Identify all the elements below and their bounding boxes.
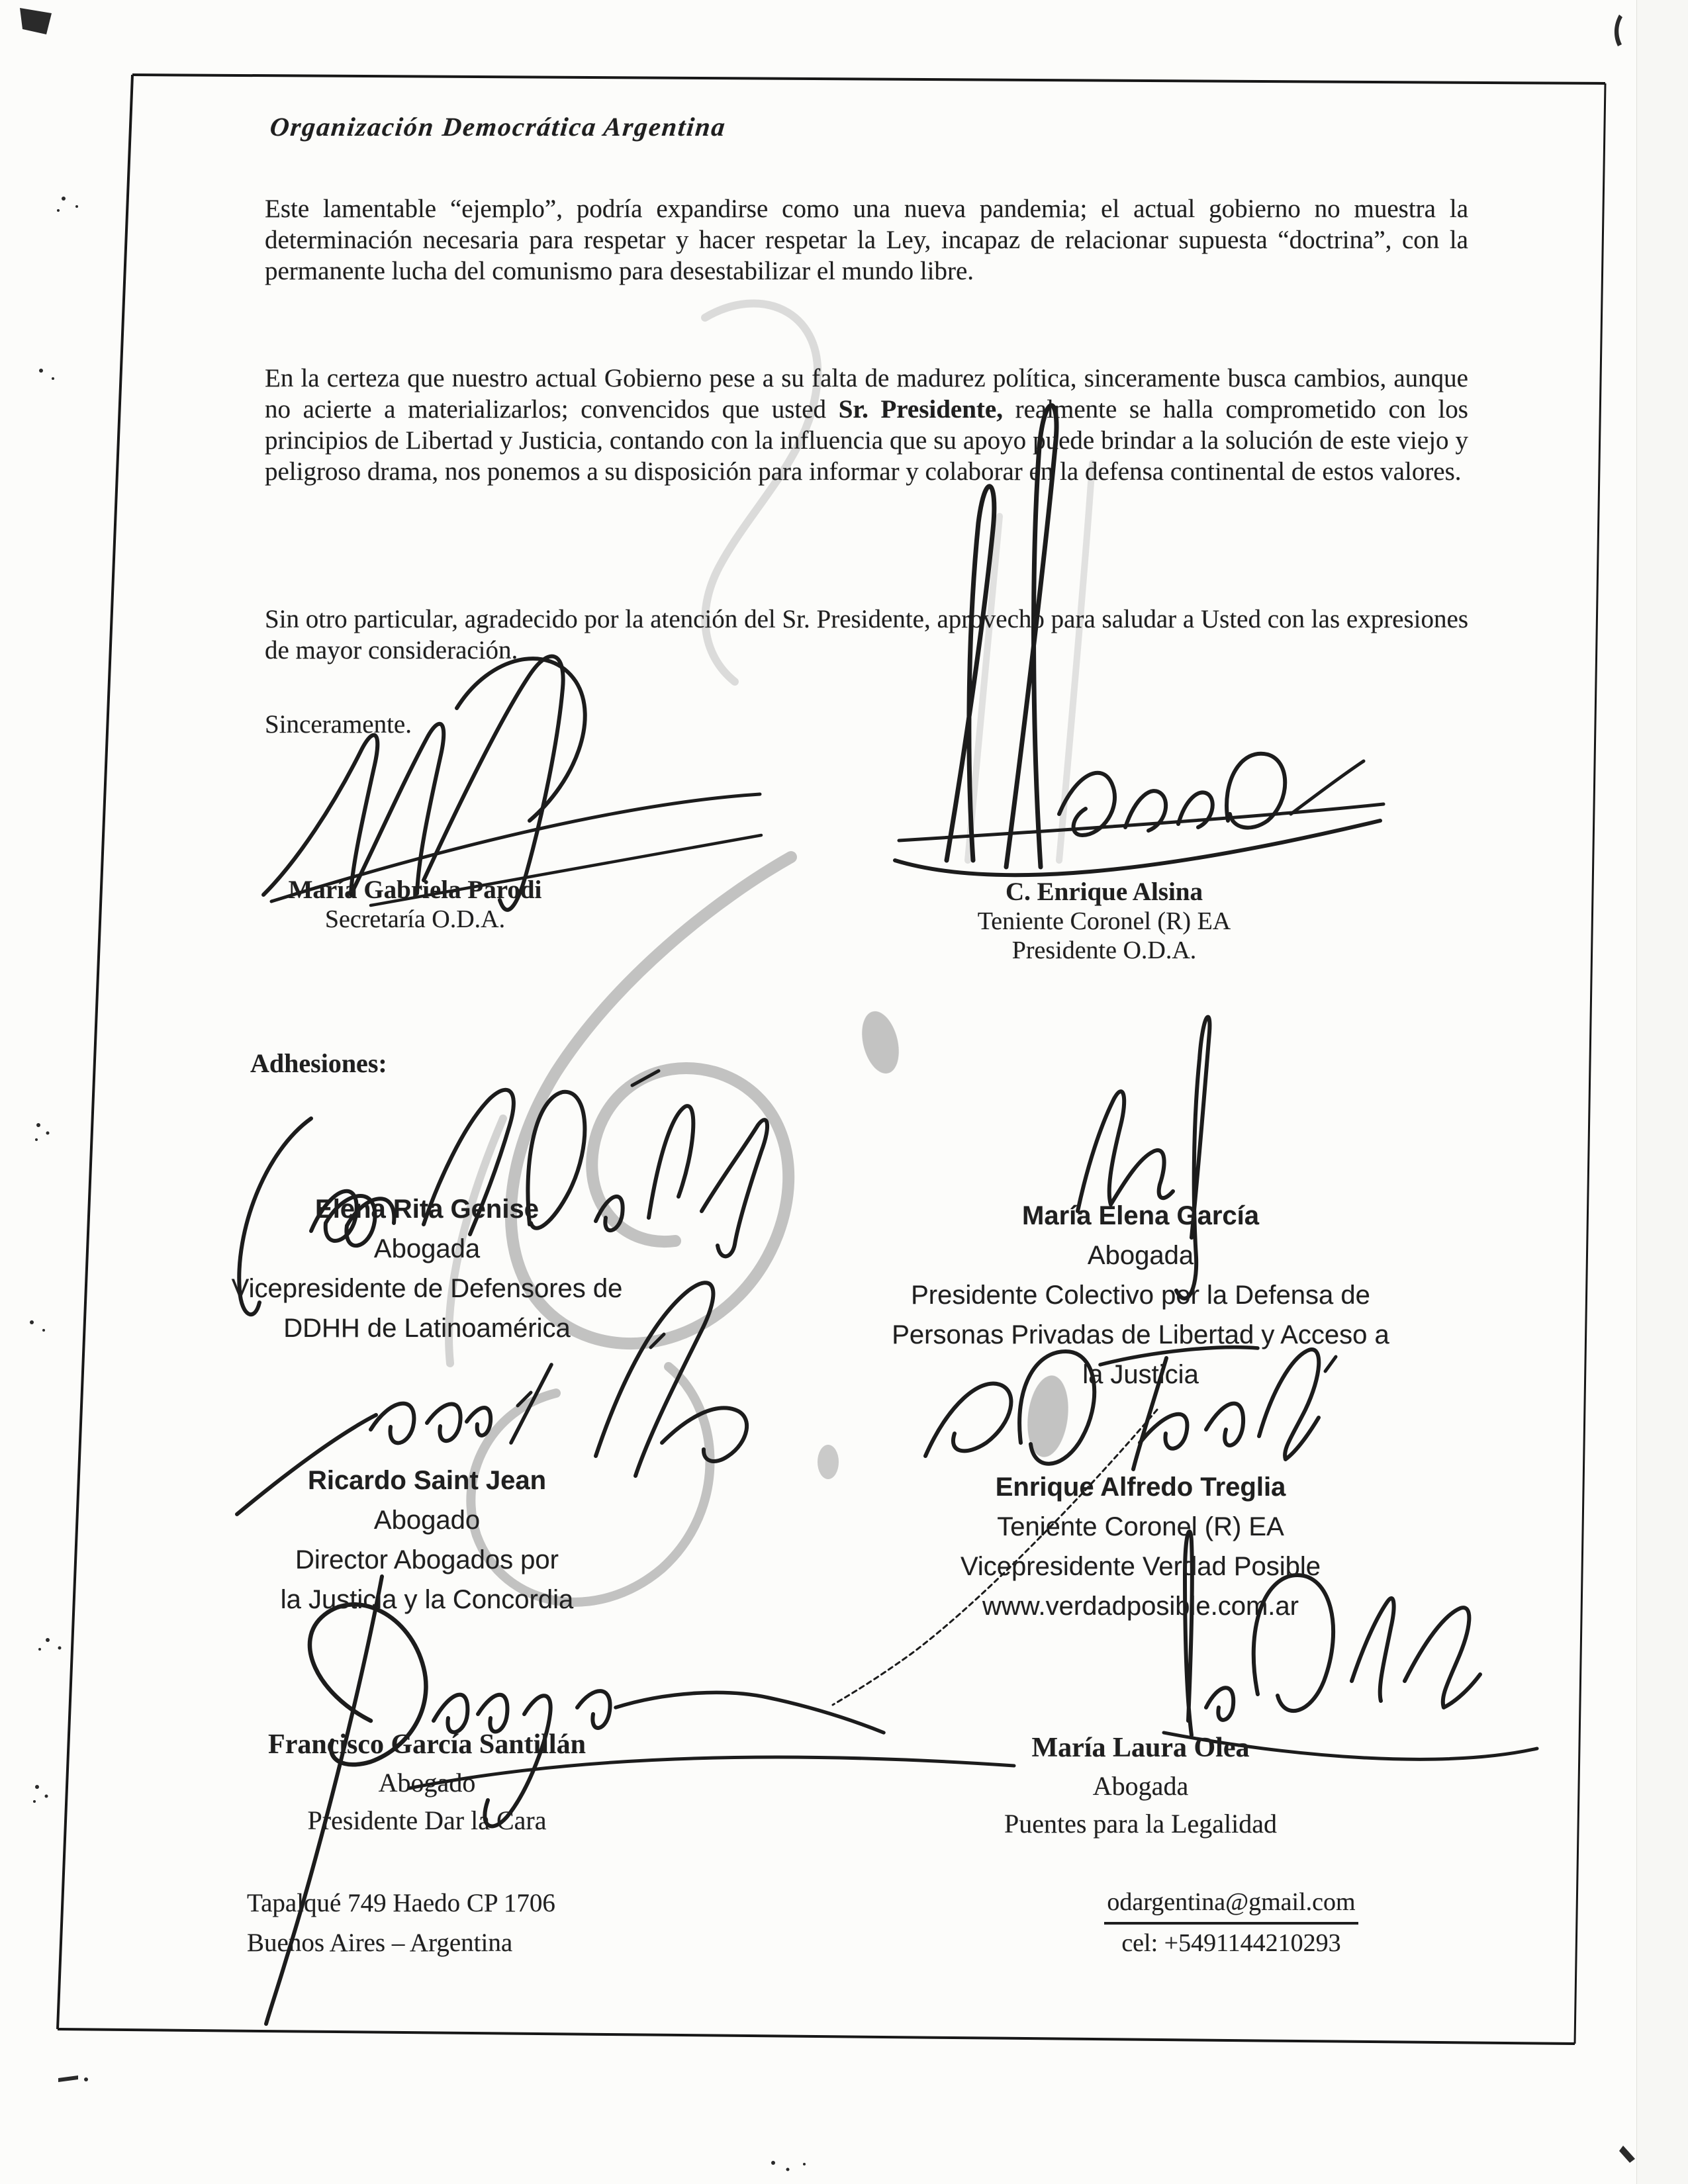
adhesion-santillan-line: Abogado <box>378 1768 476 1797</box>
signatory-parodi-title: Secretaría O.D.A. <box>324 905 506 933</box>
adhesion-olea-line: Abogada <box>1092 1771 1189 1801</box>
footer-address-line2: Buenos Aires – Argentina <box>247 1929 513 1957</box>
footer-address-line1: Tapalqué 749 Haedo CP 1706 <box>247 1889 555 1917</box>
adhesion-garcia-line: la Justicia <box>1082 1360 1199 1389</box>
paragraph-2-post: realmente se halla comprometido con los principios de Libertad y Justicia, contando con la influencia que su apoyo puede brindar a la solución de este viejo y peligroso drama, nos ponemos a su disposición para informar y colaborar en la defensa continental de estos valores. <box>265 395 1468 486</box>
adhesion-garcia-line: Presidente Colectivo por la Defensa de <box>911 1281 1370 1310</box>
adhesion-genise-line: Abogada <box>373 1234 481 1263</box>
adhesion-saintjean-block <box>162 1461 692 1619</box>
adhesion-santillan-block <box>162 1726 692 1839</box>
footer-email: odargentina@gmail.com <box>1104 1884 1358 1925</box>
adhesion-treglia-line: Teniente Coronel (R) EA <box>997 1512 1284 1541</box>
adhesion-olea-name: María Laura Olea <box>1031 1733 1250 1763</box>
adhesion-saintjean-name: Ricardo Saint Jean <box>307 1466 547 1495</box>
signatory-parodi-block <box>230 875 600 934</box>
adhesion-treglia-line: www.verdadposible.com.ar <box>982 1592 1299 1621</box>
adhesion-treglia-line: Vicepresidente Verdad Posible <box>960 1552 1321 1581</box>
paragraph-2-bold-sr-presidente: Sr. Presidente, <box>838 395 1003 424</box>
adhesion-garcia-block <box>856 1196 1425 1394</box>
adhesions-heading: Adhesiones: <box>250 1048 387 1078</box>
adhesion-genise-block <box>162 1189 692 1348</box>
signatory-alsina-title2: Presidente O.D.A. <box>1011 936 1197 964</box>
adhesion-olea-block <box>856 1729 1425 1843</box>
adhesion-saintjean-line: Abogado <box>373 1506 481 1535</box>
adhesion-treglia-name: Enrique Alfredo Treglia <box>995 1473 1286 1502</box>
closing-line: Sinceramente. <box>265 710 412 739</box>
letterhead-title: Organización Democrática Argentina <box>268 112 728 142</box>
paragraph-3: Sin otro particular, agradecido por la atención del Sr. Presidente, aprovecho para saludar a Usted con las expresiones de mayor consideración. <box>265 605 1468 664</box>
paragraph-2-pre: En la certeza que nuestro actual Gobierno pese a su falta de madurez política, sinceramente busca cambios, aunque no acierte a materializarlos; convencidos que usted <box>265 364 1468 424</box>
adhesion-genise-line: Vicepresidente de Defensores de <box>231 1274 623 1303</box>
adhesion-garcia-name: María Elena García <box>1022 1201 1259 1230</box>
footer-phone: cel: +5491144210293 <box>1121 1929 1341 1957</box>
signatory-alsina-block <box>919 877 1289 965</box>
adhesion-olea-line: Puentes para la Legalidad <box>1004 1809 1278 1839</box>
signatory-alsina-name: C. Enrique Alsina <box>1005 878 1203 906</box>
adhesion-garcia-line: Personas Privadas de Libertad y Acceso a <box>892 1320 1389 1349</box>
paragraph-1: Este lamentable “ejemplo”, podría expandirse como una nueva pandemia; el actual gobierno no muestra la determinación necesaria para respetar y hacer respetar la Ley, incapaz de relacionar supuesta “doctrina”, con la permanente lucha del comunismo para desestabilizar el mundo libre. <box>265 195 1468 285</box>
footer-contact-block <box>1046 1884 1417 1962</box>
footer-address-block <box>247 1884 555 1963</box>
adhesion-treglia-block <box>856 1467 1425 1626</box>
adhesion-genise-line: DDHH de Latinoamérica <box>283 1314 571 1343</box>
adhesion-saintjean-line: Director Abogados por <box>295 1545 559 1574</box>
signatory-parodi-name: María Gabriela Parodi <box>288 876 542 904</box>
signatory-alsina-title1: Teniente Coronel (R) EA <box>977 907 1231 935</box>
adhesion-santillan-name: Francisco García Santillán <box>268 1729 586 1760</box>
adhesion-santillan-line: Presidente Dar la Cara <box>307 1805 547 1835</box>
adhesion-genise-name: Elena Rita Genise <box>315 1195 539 1224</box>
scan-noise <box>20 8 1635 2171</box>
paragraph-2 <box>265 363 1468 487</box>
signature-parodi <box>263 657 761 910</box>
adhesion-saintjean-line: la Justicia y la Concordia <box>280 1585 574 1614</box>
adhesion-garcia-line: Abogada <box>1087 1241 1194 1270</box>
